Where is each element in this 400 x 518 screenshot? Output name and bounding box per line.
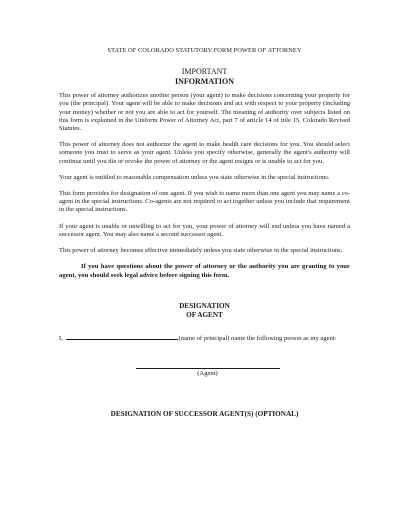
successor-agent-heading: DESIGNATION OF SUCCESSOR AGENT(S) (OPTIONAL)	[110, 410, 299, 419]
principal-name-line	[59, 333, 350, 343]
paragraph-co-agents: This form provides for designation of one agent. If you wish to name more than one agent you may name a co-agent in the special instructions. Co-agents are not required to act together unless you include that requirement in the special instructions.	[59, 190, 350, 214]
important-heading-line1: IMPORTANT	[181, 67, 228, 76]
legal-advice-warning: If you have questions about the power of attorney or the authority you are granting to your agent, you should seek legal advice before signing this form.	[59, 263, 350, 279]
important-heading-line2: INFORMATION	[175, 76, 234, 86]
designation-heading-line2: OF AGENT	[186, 311, 223, 320]
agent-signature-block	[136, 368, 280, 378]
principal-name-field[interactable]	[66, 333, 178, 340]
agent-name-field[interactable]	[136, 368, 280, 369]
paragraph-effective: This power of attorney becomes effective immediately unless you state otherwise in the special instructions.	[59, 247, 343, 255]
paragraph-successor: If your agent is unable or unwilling to act for you, your power of attorney will end unless you have named a successor agent. You may also name a second successor agent.	[59, 222, 350, 238]
paragraph-authority: This power of attorney authorizes another person (your agent) to make decisions concerning your property for you (the principal). Your agent will be able to make decisions and act with respect to your property (including your money) whether or not you are able to act for yourself. The meaning of authority over subjects listed on this form is explained in the Uniform Power of Attorney Act, part 7 of article 14 of title 15, Colorado Revised Statutes.	[59, 92, 350, 132]
paragraph-compensation: Your agent is entitled to reasonable compensation unless you state otherwise in the special instructions.	[59, 173, 330, 181]
designation-heading-line1: DESIGNATION	[179, 302, 230, 311]
principal-suffix: (name of principal) name the following person as my agent:	[178, 335, 337, 343]
paragraph-health-care: This power of attorney does not authorize the agent to make health care decisions for you. You should select someone you trust to serve as your agent. Unless you specify otherwise, generally the agent's authority will continue until you die or revoke the power of attorney or the agent resigns or is unable to act for you.	[59, 141, 350, 165]
designation-of-agent-heading	[59, 302, 350, 320]
document-title: STATE OF COLORADO STATUTORY FORM POWER OF ATTORNEY	[107, 47, 302, 54]
principal-prefix: I,	[59, 335, 63, 343]
agent-label: (Agent)	[197, 370, 218, 378]
important-information-heading	[59, 67, 350, 86]
